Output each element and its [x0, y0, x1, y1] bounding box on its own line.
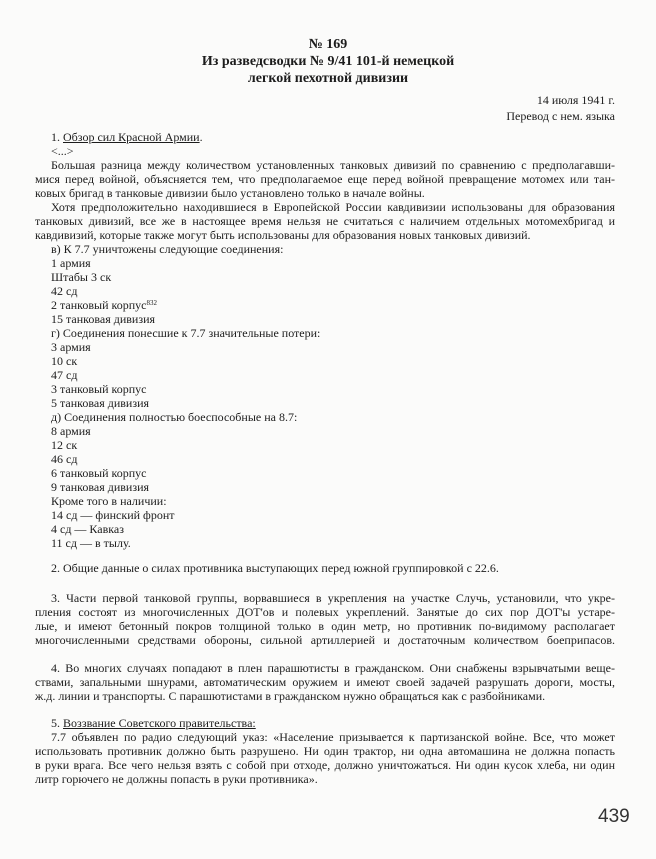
list-item-text: в) К 7.7 уничтожены следующие соединения: — [51, 242, 284, 256]
formations-list — [35, 242, 615, 550]
list-item-text: 3 танковый корпус — [51, 382, 147, 396]
section-2 — [35, 561, 615, 575]
list-item-text: 5 танковая дивизия — [51, 396, 150, 410]
paragraph-line: многочисленными средствами обороны, сильной артиллерией и достаточным количеством боеприпасов. — [35, 633, 615, 647]
list-item — [35, 522, 615, 536]
list-item-text: д) Соединения полностью боеспособные на 8.7: — [51, 410, 298, 424]
list-item — [35, 536, 615, 550]
list-item-text: 10 ск — [51, 354, 78, 368]
section-number: 5. — [51, 716, 63, 730]
list-item — [35, 480, 615, 494]
list-item — [35, 368, 615, 382]
section-4 — [35, 661, 615, 703]
list-item — [35, 256, 615, 270]
list-item-text: 15 танковая дивизия — [51, 312, 156, 326]
list-item-text: 11 сд — в тылу. — [51, 536, 131, 550]
list-item — [35, 242, 615, 256]
paragraph-line: мися перед войной, объясняется тем, что предполагаемое еще перед войной превращение мотомех или тан- — [35, 172, 615, 186]
paragraph-line: ковых бригад в танковые дивизии было установлено только в начале войны. — [35, 186, 425, 200]
list-item-text: 8 армия — [51, 424, 91, 438]
section-number: 1. — [51, 130, 63, 144]
list-item-text: Штабы 3 ск — [51, 270, 112, 284]
footnote-reference[interactable]: 832 — [146, 299, 157, 307]
list-item — [35, 508, 615, 522]
list-item-text: 42 сд — [51, 284, 78, 298]
paragraph-line: 7.7 объявлен по радио следующий указ: «Население призывается к партизанской войне. Все, что может — [51, 730, 615, 744]
paragraph-line: Большая разница между количеством установленных танковых дивизий по сравнению с предполагавши- — [51, 158, 615, 172]
list-item — [35, 382, 615, 396]
section-1-heading — [35, 130, 615, 144]
paragraph-line: танковых дивизий, все же в настоящее время нельзя не считаться с наличием отдельных мотомехбригад и — [35, 214, 615, 228]
list-item — [35, 354, 615, 368]
list-item — [35, 326, 615, 340]
list-item — [35, 298, 615, 312]
paragraph-line: использовать противник должно быть разрушено. Ни один трактор, ни одна автомашина не должна попасть — [35, 744, 615, 758]
paragraph-line: ж.д. линии и транспорты. С парашютистами в гражданском нужно обращаться как с разбойниками. — [35, 689, 546, 703]
page-number: 439 — [598, 806, 630, 827]
paragraph-line: кавдивизий, которые также могут быть использованы для образования новых танковых дивизий. — [35, 228, 531, 242]
list-item-text: 1 армия — [51, 256, 91, 270]
heading-period: . — [199, 130, 203, 144]
list-item-text: 2 танковый корпус — [51, 298, 147, 312]
list-item-text: 46 сд — [51, 452, 78, 466]
paragraph-line: 3. Части первой танковой группы, ворвавшиеся в укрепления на участке Случь, установили, что укре- — [51, 591, 615, 605]
list-item — [35, 424, 615, 438]
list-item — [35, 494, 615, 508]
list-item-text: 47 сд — [51, 368, 78, 382]
list-item-text: 6 танковый корпус — [51, 466, 147, 480]
document-title-line1: Из разведсводки № 9/41 101-й немецкой — [201, 54, 455, 69]
section-5-heading — [35, 716, 615, 730]
document-date: 14 июля 1941 г. — [536, 93, 615, 107]
list-item-text: г) Соединения понесшие к 7.7 значительные потери: — [51, 326, 321, 340]
paragraph-line: 4. Во многих случаях попадают в плен парашютисты в гражданском. Они снабжены взрывчатыми веще- — [51, 661, 615, 675]
paragraph-line: ствами, запальными шнурами, автоматическим оружием и имеют своей задачей разрушать дороги, мосты, — [35, 675, 615, 689]
section-5 — [35, 716, 615, 786]
section-heading: Воззвание Советского правительства: — [63, 716, 256, 730]
list-item — [35, 438, 615, 452]
section-2-text: 2. Общие данные о силах противника выступающих перед южной группировкой с 22.6. — [51, 561, 499, 575]
list-item-text: Кроме того в наличии: — [51, 494, 167, 508]
list-item — [35, 340, 615, 354]
list-item — [35, 466, 615, 480]
list-item-text: 4 сд — Кавказ — [51, 522, 124, 536]
list-item-text: 12 ск — [51, 438, 78, 452]
list-item — [35, 452, 615, 466]
list-item — [35, 270, 615, 284]
omission-mark: <...> — [51, 144, 74, 158]
translation-note: Перевод с нем. языка — [506, 109, 615, 123]
paragraph-line: пления состоят из многочисленных ДОТ'ов и полевых укреплений. Занятые до сих пор ДОТ'ы устаре- — [35, 605, 615, 619]
section-heading: Обзор сил Красной Армии — [63, 130, 200, 144]
list-item — [35, 410, 615, 424]
paragraph-line: Хотя предположительно находившиеся в Европейской России кавдивизии использованы для образования — [51, 200, 615, 214]
paragraph-line: литр горючего не должны попасть в руки противника». — [35, 772, 318, 786]
section-1 — [35, 130, 615, 550]
list-item-text: 14 сд — финский фронт — [51, 508, 175, 522]
section-3 — [35, 591, 615, 647]
paragraph-line: лые, и имеют бетонный покров толщиной только в один метр, но противник по-видимому располагает — [35, 619, 615, 633]
paragraph-line: в руки врага. Все чего нельзя взять с собой при отходе, должно уничтожаться. Ни один кусок хлеба, ни один — [35, 758, 615, 772]
list-item-text: 9 танковая дивизия — [51, 480, 150, 494]
list-item-text: 3 армия — [51, 340, 91, 354]
list-item — [35, 396, 615, 410]
list-item — [35, 284, 615, 298]
document-number: № 169 — [308, 37, 348, 52]
document-title-line2: легкой пехотной дивизии — [247, 71, 409, 86]
list-item — [35, 312, 615, 326]
